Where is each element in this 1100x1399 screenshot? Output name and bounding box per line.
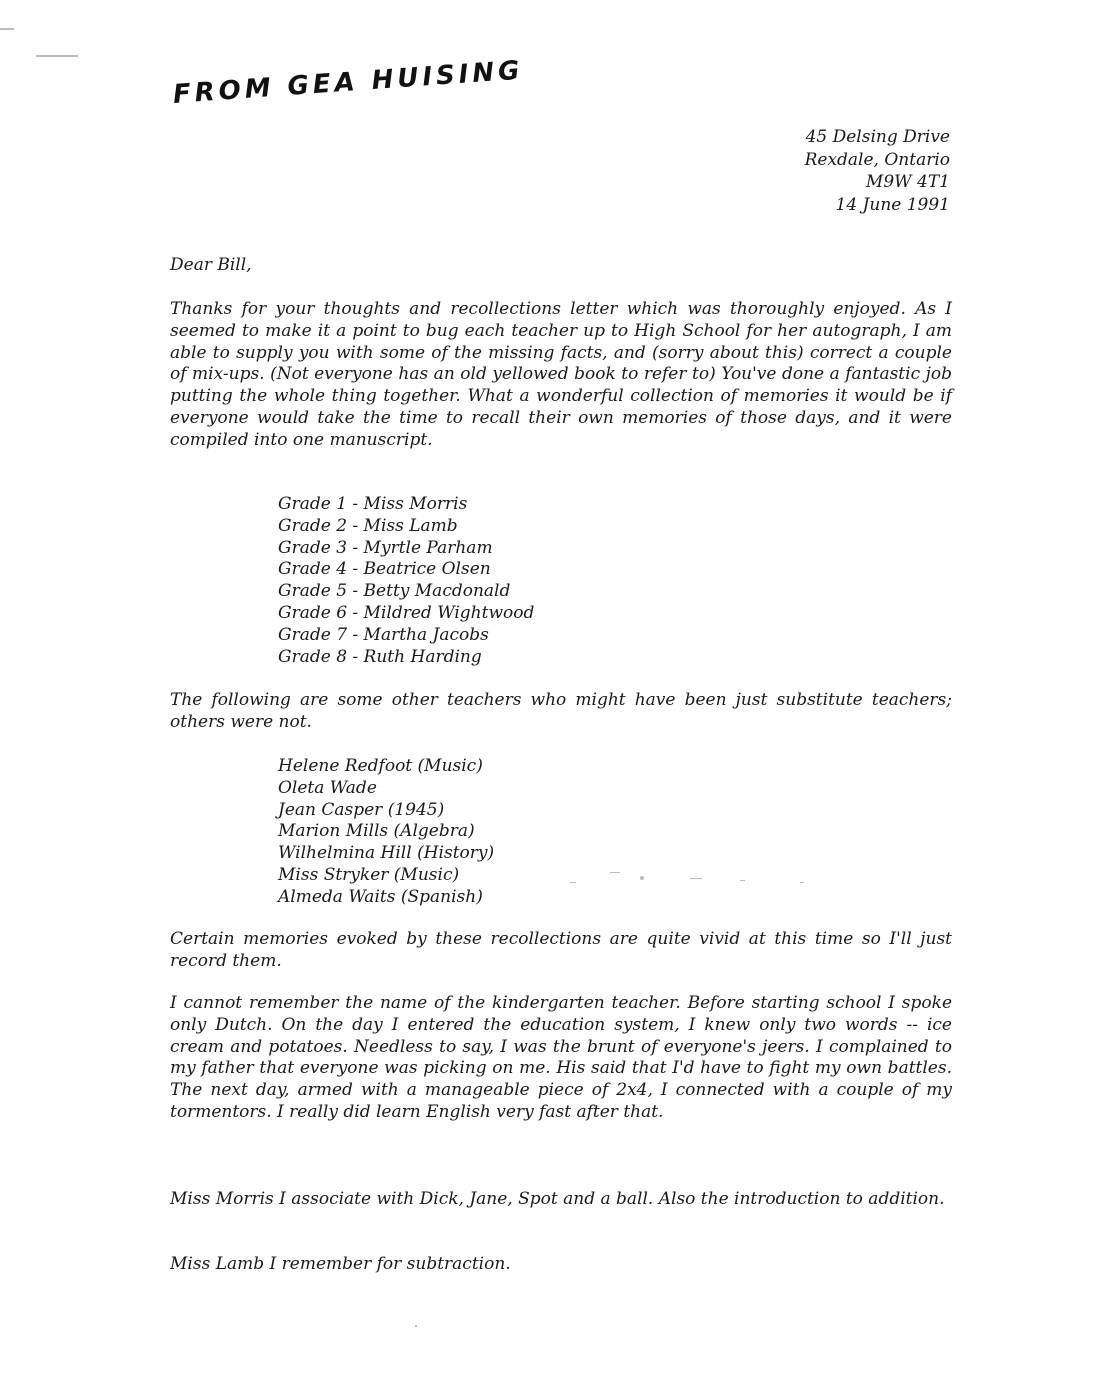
paragraph-other-teachers: The following are some other teachers who might have been just substitute teachers; others were not. bbox=[170, 690, 952, 732]
grade-teacher-list bbox=[278, 494, 534, 668]
salutation: Dear Bill, bbox=[170, 255, 252, 275]
list-item: Almeda Waits (Spanish) bbox=[278, 886, 483, 907]
list-item: Grade 5 - Betty Macdonald bbox=[278, 581, 511, 602]
scan-mark bbox=[0, 28, 14, 30]
address-city: Rexdale, Ontario bbox=[804, 149, 950, 170]
list-item: Grade 3 - Myrtle Parham bbox=[278, 537, 493, 558]
scan-mark bbox=[415, 1325, 417, 1327]
list-item: Miss Stryker (Music) bbox=[278, 864, 460, 885]
other-teacher-list bbox=[278, 756, 494, 909]
scan-mark bbox=[36, 55, 78, 57]
paragraph-memories: Certain memories evoked by these recollections are quite vivid at this time so I'll just record them. bbox=[170, 929, 952, 971]
list-item: Oleta Wade bbox=[278, 777, 377, 798]
list-item: Grade 6 - Mildred Wightwood bbox=[278, 602, 535, 623]
scan-mark bbox=[690, 878, 702, 879]
list-item: Grade 7 - Martha Jacobs bbox=[278, 624, 489, 645]
address-street: 45 Delsing Drive bbox=[805, 127, 950, 147]
list-item: Marion Mills (Algebra) bbox=[278, 821, 475, 842]
list-item: Grade 1 - Miss Morris bbox=[278, 494, 468, 514]
list-item: Grade 2 - Miss Lamb bbox=[278, 515, 458, 536]
list-item: Grade 4 - Beatrice Olsen bbox=[278, 559, 491, 580]
scan-mark bbox=[610, 872, 620, 873]
address-postal: M9W 4T1 bbox=[865, 172, 950, 192]
letter-date: 14 June 1991 bbox=[835, 194, 950, 215]
sender-address bbox=[805, 126, 950, 216]
list-item: Helene Redfoot (Music) bbox=[278, 756, 483, 776]
list-item: Jean Casper (1945) bbox=[278, 799, 445, 820]
scan-mark bbox=[570, 882, 576, 883]
paragraph-miss-morris: Miss Morris I associate with Dick, Jane, Spot and a ball. Also the introduction to addition. bbox=[170, 1189, 945, 1209]
scan-mark bbox=[740, 880, 745, 881]
paragraph-miss-lamb: Miss Lamb I remember for subtraction. bbox=[170, 1254, 511, 1274]
handwritten-annotation: FROM GEA HUISING bbox=[172, 55, 525, 110]
list-item: Grade 8 - Ruth Harding bbox=[278, 646, 482, 667]
paragraph-kindergarten: I cannot remember the name of the kindergarten teacher. Before starting school I spoke only Dutch. On the day I entered the education system, I knew only two words -- ice cream and potatoes. Needless to say, I was the brunt of everyone's jeers. I complained to my father that everyone was picking on me. His said that I'd have to fight my own battles. The next day, armed with a manageable piece of 2x4, I connected with a couple of my tormentors. I really did learn English very fast after that. bbox=[170, 993, 952, 1122]
scan-mark bbox=[800, 882, 804, 883]
list-item: Wilhelmina Hill (History) bbox=[278, 843, 495, 864]
scan-mark bbox=[640, 876, 644, 880]
paragraph-intro: Thanks for your thoughts and recollections letter which was thoroughly enjoyed. As I seemed to make it a point to bug each teacher up to High School for her autograph, I am able to supply you with some of the missing facts, and (sorry about this) correct a couple of mix-ups. (Not everyone has an old yellowed book to refer to) You've done a fantastic job putting the whole thing together. What a wonderful collection of memories it would be if everyone would take the time to recall their own memories of those days, and it were compiled into one manuscript. bbox=[170, 299, 952, 450]
